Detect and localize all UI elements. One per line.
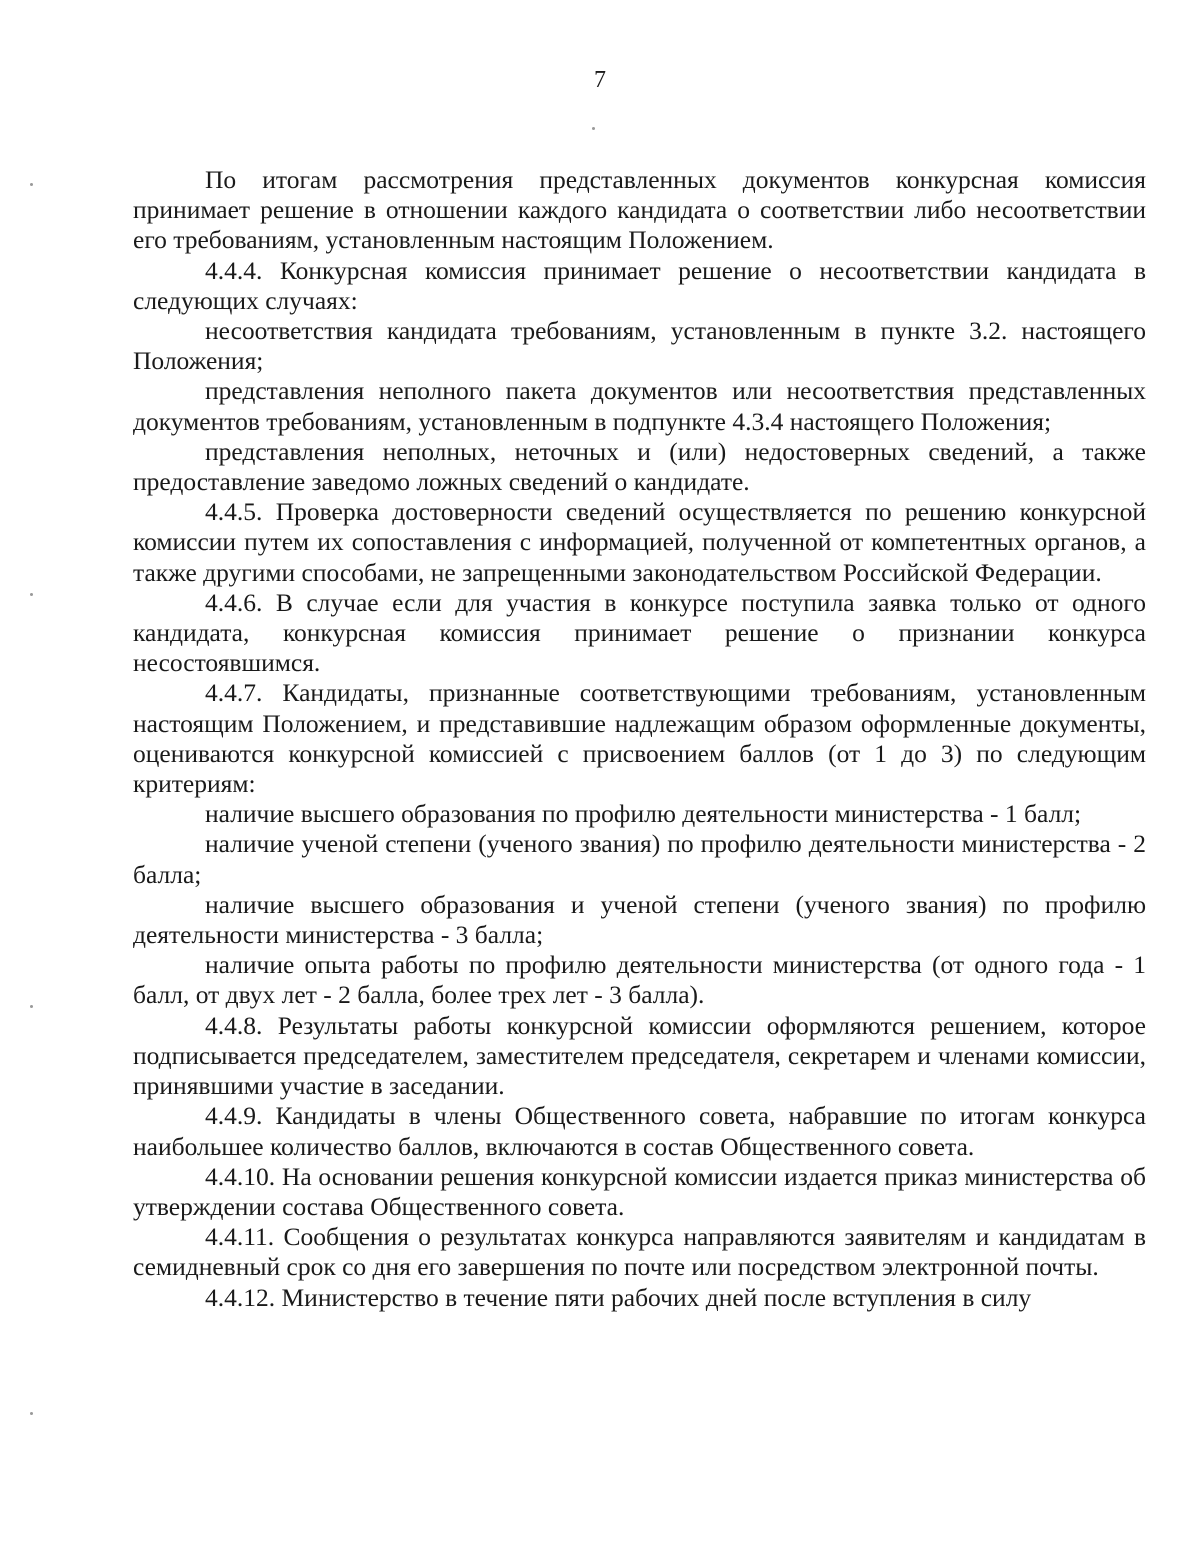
paragraph: наличие высшего образования и ученой степени (ученого звания) по профилю деятельности министерства - 3 балла; bbox=[133, 889, 1146, 950]
paragraph: 4.4.8. Результаты работы конкурсной комиссии оформляются решением, которое подписывается председателем, заместителем председателя, секретарем и членами комиссии, принявшими участие в заседании. bbox=[133, 1010, 1146, 1101]
paragraph: По итогам рассмотрения представленных документов конкурсная комиссия принимает решение в отношении каждого кандидата о соответствии либо несоответствии его требованиям, установленным настоящим Положением. bbox=[133, 165, 1146, 255]
paragraph: наличие ученой степени (ученого звания) по профилю деятельности министерства - 2 балла; bbox=[133, 829, 1146, 889]
document-body bbox=[133, 165, 1146, 1313]
page-number: 7 bbox=[594, 67, 606, 93]
scan-mark bbox=[30, 1412, 33, 1415]
paragraph: 4.4.4. Конкурсная комиссия принимает решение о несоответствии кандидата в следующих случаях: bbox=[133, 255, 1146, 315]
paragraph: 4.4.5. Проверка достоверности сведений осуществляется по решению конкурсной комиссии путем их сопоставления с информацией, полученной от компетентных органов, а также другими способами, не запрещенными законодательством Российской Федерации. bbox=[133, 497, 1146, 587]
paragraph: 4.4.7. Кандидаты, признанные соответствующими требованиям, установленным настоящим Положением, и представившие надлежащим образом оформленные документы, оцениваются конкурсной комиссией с присвоением баллов (от 1 до 3) по следующим критериям: bbox=[133, 678, 1146, 799]
scan-mark bbox=[30, 1005, 33, 1008]
scan-mark bbox=[30, 183, 33, 186]
paragraph: наличие высшего образования по профилю деятельности министерства - 1 балл; bbox=[205, 799, 1082, 829]
paragraph: представления неполного пакета документов или несоответствия представленных документов требованиям, установленным в подпункте 4.3.4 настоящего Положения; bbox=[133, 376, 1146, 436]
paragraph: 4.4.11. Сообщения о результатах конкурса направляются заявителям и кандидатам в семидневный срок со дня его завершения по почте или посредством электронной почты. bbox=[133, 1222, 1146, 1282]
paragraph: наличие опыта работы по профилю деятельности министерства (от одного года - 1 балл, от двух лет - 2 балла, более трех лет - 3 балла). bbox=[133, 950, 1146, 1010]
scan-mark bbox=[30, 593, 33, 596]
paragraph: представления неполных, неточных и (или) недостоверных сведений, а также предоставление заведомо ложных сведений о кандидате. bbox=[133, 436, 1146, 497]
paragraph: несоответствия кандидата требованиям, установленным в пункте 3.2. настоящего Положения; bbox=[133, 316, 1146, 376]
paragraph: 4.4.12. Министерство в течение пяти рабочих дней после вступления в силу bbox=[205, 1282, 1032, 1312]
paragraph: 4.4.9. Кандидаты в члены Общественного совета, набравшие по итогам конкурса наибольшее количество баллов, включаются в состав Общественного совета. bbox=[133, 1101, 1146, 1161]
paragraph: 4.4.6. В случае если для участия в конкурсе поступила заявка только от одного кандидата, конкурсная комиссия принимает решение о признании конкурса несостоявшимся. bbox=[133, 587, 1146, 678]
scan-mark bbox=[592, 127, 595, 130]
paragraph: 4.4.10. На основании решения конкурсной комиссии издается приказ министерства об утверждении состава Общественного совета. bbox=[133, 1161, 1146, 1221]
